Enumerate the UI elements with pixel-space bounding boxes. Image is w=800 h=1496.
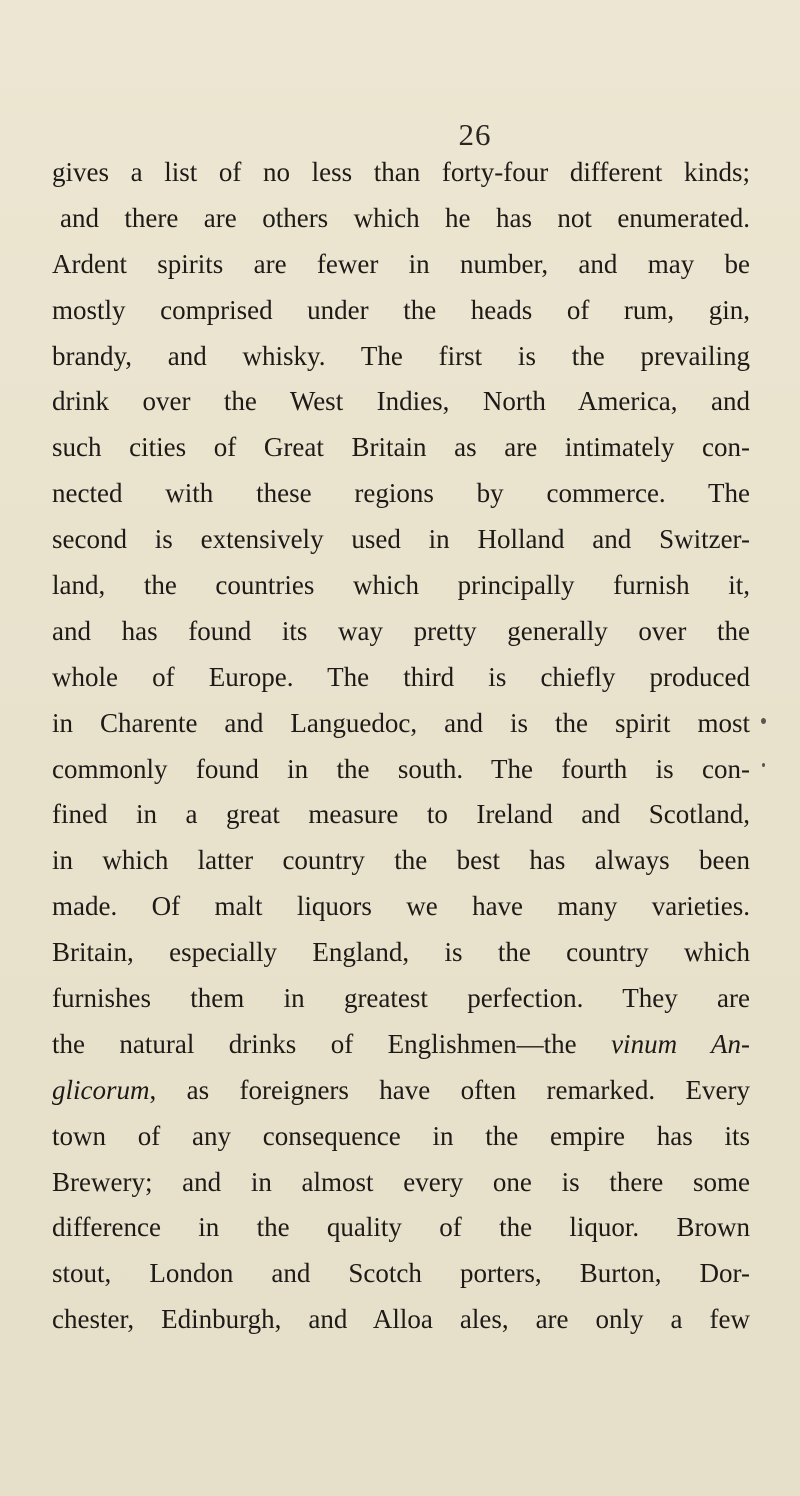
text-line: whole of Europe. The third is chiefly produced (52, 661, 750, 692)
text-line: nected with these regions by commerce. The (52, 478, 750, 509)
text-line: difference in the quality of the liquor. Brown (52, 1212, 750, 1243)
text-line: glicorum, as foreigners have often remarked. Every (52, 1074, 750, 1105)
text-line: the natural drinks of Englishmen—the vinum An- (52, 1028, 750, 1059)
text-line: in which latter country the best has always been (52, 845, 750, 876)
text-line: in Charente and Languedoc, and is the spirit most (52, 707, 750, 738)
text-line: furnishes them in greatest perfection. They are (52, 983, 750, 1014)
page-number: 26 (458, 117, 492, 152)
italic-text: glicorum (52, 1074, 150, 1105)
text-line: gives a list of no less than forty-four different kinds; (52, 157, 750, 187)
text-line: brandy, and whisky. The first is the prevailing (52, 340, 750, 371)
text-line: Brewery; and in almost every one is there some (52, 1166, 750, 1197)
text-line: stout, London and Scotch porters, Burton, Dor- (52, 1258, 750, 1289)
text-line: fined in a great measure to Ireland and Scotland, (52, 799, 750, 830)
text-line: and there are others which he has not enumerated. (60, 202, 750, 233)
text-line: Ardent spirits are fewer in number, and may be (52, 248, 750, 279)
text-line: commonly found in the south. The fourth is con- (52, 753, 750, 784)
italic-text: vinum An- (611, 1028, 750, 1059)
body-text (52, 150, 750, 1343)
text-line: Britain, especially England, is the country which (52, 937, 750, 968)
text-line: and has found its way pretty generally over the (52, 615, 750, 646)
text-line: such cities of Great Britain as are intimately con- (52, 432, 750, 463)
text-line: second is extensively used in Holland and Switzer- (52, 524, 750, 555)
text-line: drink over the West Indies, North America, and (52, 386, 750, 417)
text-line: mostly comprised under the heads of rum, gin, (52, 294, 750, 325)
print-speck (761, 718, 766, 724)
print-speck (762, 763, 765, 767)
text-line: town of any consequence in the empire has its (52, 1120, 750, 1151)
text-line: chester, Edinburgh, and Alloa ales, are only a few (52, 1304, 750, 1335)
text-line: made. Of malt liquors we have many varieties. (52, 891, 750, 922)
text-line: land, the countries which principally furnish it, (52, 570, 750, 601)
